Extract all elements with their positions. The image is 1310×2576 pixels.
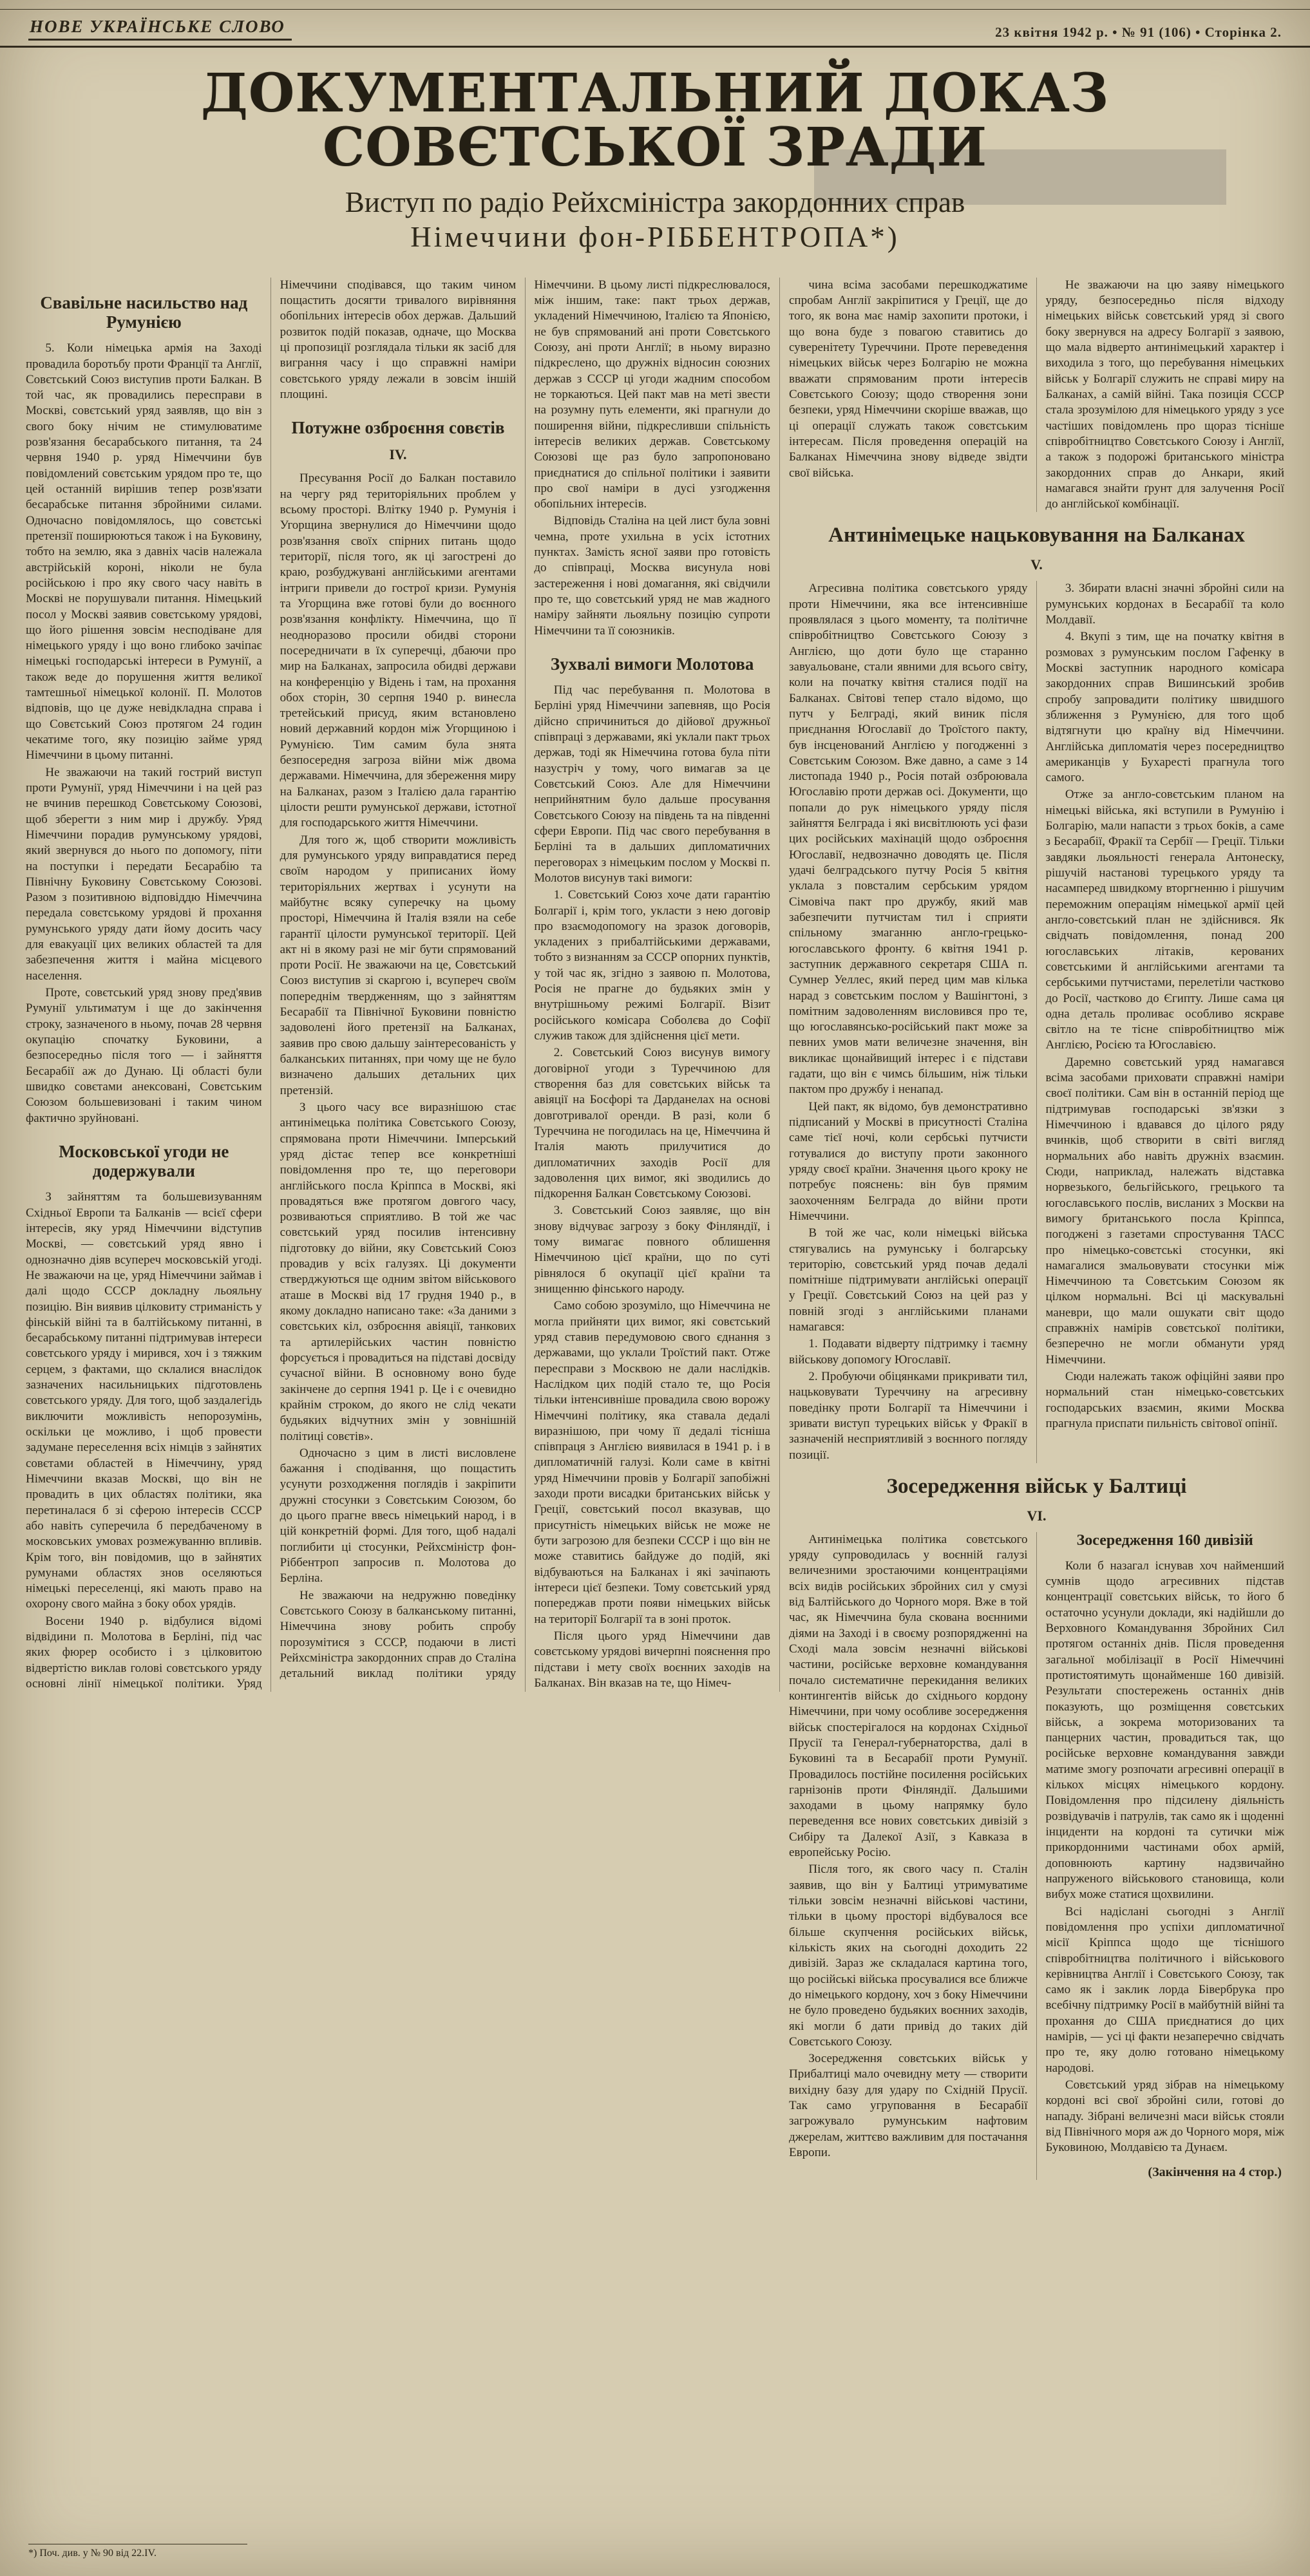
section-heading-soviet-armament: Потужне озброєння совєтів xyxy=(291,418,505,438)
paragraph: З зайняттям та большевизуванням Східньої Европи та Балканів — всієї сфери інтересів, яку уряд Німеччини відступив Москві, — совєтський уряд явно і однозначно діяв всупереч московській угоді. Не зважаючи на це, уряд Німеччини займав і далі щодо СССР докладну льояльну позицію. Він виявив цілковиту стриманість у фінській війні та в балтійському питанні, в бесарабському питанні підтримував інтереси совєтського уряду і мирився, хоч і з тяжким серцем, з фактами, що склалися внаслідок зазначених насильницьких підготовлень совєтського уряду. Для того, щоб заздалегідь виключити можливість непорозумінь, оскільки це можливо, і щоб провести задумане переселення всіх німців з зайнятих совєтами областей в Німеччину, уряд Німеччини вказав Москві, що він не провадить в цих областях політики, яка перетиналася б зі сферою інтересів СССР або навіть суперечила б передбаченому в московських умовах розмежуванню впливів. Крім того, він повідомив, що в зайнятих румунами областях знов оселяються німецькі переселенці, які мають право на охорону свого майна з боку обох урядів. xyxy=(26,1190,262,1611)
paragraph: Під час перебування п. Молотова в Берліні уряд Німеччини запевняв, що Росія дійсно спричиниться до дійової дружньої співпраці з державами, які уклали пакт трьох держав, тоді як Німеччина готова була піти назустріч у тому, чого вимагав за це Совєтський Союз. Але для Німеччини неприйнятним було дальше просування Совєтського Союзу на південь та на південні сфери Европи. Під час свого перебування в Берліні та в дальших дипломатичних переговорах з німецьким послом у Москві п. Молотов висунув такі вимоги: xyxy=(534,683,770,885)
numbered-item: 3. Збирати власні значні збройні сили на румунських кордонах в Бесарабії та коло Молдавії. xyxy=(1045,582,1284,627)
section-heading-160-divisions: Зосередження 160 дивізій xyxy=(1076,1531,1253,1549)
numbered-item: 2. Совєтський Союз висунув вимогу договірної угоди з Туреччиною для створення баз для совєтських військ та авіяції на Босфорі та Дарданелах на основі довготривалої оренди. В разі, коли б Туреччина не погодилась на це, Німеччина й Італія мають прилучитися до дипломатичних заходів Росії для задоволення цих вимог, які зводились до підкорення Балкан Совєтському Союзові. xyxy=(534,1046,770,1201)
paragraph: Антинімецька політика совєтського уряду супроводилась у воєнній галузі величезними зростаючими концентраціями всіх видів російських збройних сил у смузі від Балтійського до Чорного моря. Вже в той час, як Німеччина була скована воєнними діями на Заході і в своєму розпорядженні на Сході мала зовсім незначні військові частини, російське верховне командування почало систематичне перекидання великих контингентів військ до східнього кордону Німеччини, при чому особливе зосередження військ спостерігалося на кордонах Східньої Прусії та Генерал-губернаторства, далі в Буковині та в Бесарабії проти Румунії. Провадилось постійне посилення російських гарнізонів проти Фінляндії. Дальшими заходами в цьому напрямку було переведення все нових совєтських дивізій з Сибіру та Далекої Азії, з Кавказа в европейську Росію. xyxy=(789,1532,1028,1860)
section-heading-molotov-demands: Зухвалі вимоги Молотова xyxy=(550,654,754,674)
section-numeral-v: V. xyxy=(1030,556,1043,573)
paragraph: Отже за англо-совєтським планом на німецькі війська, які вступили в Румунію і Болгарію, мали напасти з трьох боків, а саме з Бесарабії, Фракії та Сербії — Греції. Тільки завдяки льояльності генерала Антонеску, рішучій настанові турецького уряду та насамперед швидкому вторгненню і рішучим переможним операціям німецької армії цей англо-совєтський план не здійснився. Як свідчать повідомлення, понад 200 югославських літаків, керованих совєтськими й англійськими агентами та сербськими путчистами, перелетіли частково до Росії, частково до Єгипту. Лише сама ця одна деталь проливає особливо яскраве світло на те тісне співробітництво між Англією, Росією та Югославією. xyxy=(1045,788,1284,1052)
paragraph: Агресивна політика совєтського уряду проти Німеччини, яка все інтенсивніше проявлялася з цього моменту, та політичне співробітництво Совєтського Союзу з Англією, що доти було ще старанно завуальоване, стали явними для всього світу, коли на початку квітня сталися події на Балканах. Світові тепер стало відомо, що путч у Белграді, який виник після приєднання Югославії до Троїстого пакту, був інсценований Англією у погодженні з Совєтським Союзом. Вже давно, а саме з 14 листопада 1940 р., Росія потай озброювала Югославію проти держав осі. Документи, що попали до рук німецького уряду після зайняття Белграда і які висвітлюють усі фази цих російських махінацій щодо озброєння Югославії, недвозначно доводять це. Після удачі белградського путчу Росія 5 квітня уклала з повсталим сербським урядом Сімовіча пакт про дружбу, який мав забезпечити путчистам тил і сприяти спільному змаганню англо-грецько-югославського фронту. 6 квітня 1941 р. заступник державного секретаря США п. Сумнер Уеллес, який перед цим мав кілька нарад з совєтським послом у Вашінгтоні, з помітним задоволенням висловився про те, що югославянсько-російський пакт може за певних умов мати величезне значення, він викликає щонайвищий інтерес і є підстави гадати, що він є чимсь більшим, ніж тільки пактом про дружбу і ненапад. xyxy=(789,582,1028,1097)
paragraph: Не зважаючи на такий гострий виступ проти Румунії, уряд Німеччини і на цей раз не вчинив перешкод Совєтському Союзові, щоб зберегти з ним мир і дружбу. Уряд Німеччини порадив румунському урядові, який звернувся до нього по допомогу, піти на поступки і передати Бесарабію та Північну Буковину Совєтському Союзові. Разом з позитивною відповіддю Німеччина передала совєтському урядові й прохання румунського уряду дати йому досить часу для евакуації цих великих областей та для забезпечення життя і майна місцевого населення. xyxy=(26,765,262,983)
continuation-note: (Закінчення на 4 стор.) xyxy=(1148,2164,1282,2179)
headline-block xyxy=(0,48,1310,261)
paragraph: Совєтський уряд зібрав на німецькому кордоні всі свої збройні сили, готові до нападу. Зібрані величезні маси військ стояли від Північного моря аж до Чорного моря, між Буковиною, Молдавією та Дунаєм. xyxy=(1045,2078,1284,2155)
paragraph: Після того, як свого часу п. Сталін заявив, що він у Балтиці утримуватиме тільки зовсім незначні військові частини, тільки в цьому просторі відбувалося все більше скупчення російських військ, кількість яких на сьогодні доходить 22 дивізій. Зараз же складалася картина того, що російські війська просувалися все ближче до німецького кордону, хоч з боку Німеччини не було проведено будьяких воєнних заходів, які могли б дати привід до таких дій Совєтського Союзу. xyxy=(789,1862,1028,2049)
paragraph: Не зважаючи на цю заяву німецького уряду, безпосередньо після відходу німецьких військ совєтський уряд зі свого боку звернувся на адресу Болгарії з заявою, що мала відверто антинімецький характер і виходила з того, що перебування німецьких військ у Болгарії служить не справі миру на Балканах, а самій війні. Така позиція СССР стала зрозумілою для німецького уряду з усе частіших повідомлень про щораз тісніше співробітництво Совєтського Союзу і Англії, а також з подорожі британського міністра закордонних справ до Анкари, який намагався знайти ґрунт для залучення Росії до англійської комбінації. xyxy=(1045,278,1284,511)
masthead xyxy=(0,0,1310,48)
columns-left xyxy=(26,278,780,1692)
paragraph: Для того ж, щоб створити можливість для румунського уряду виправдатися перед своїм народом у приписаних йому територіяльних жертвах і усунути на майбутнє всяку суперечку на цьому просторі, Німеччина й Італія взяли на себе гарантії цілости румунської території. Цей акт ні в якому разі не міг бути спрямований проти Росії. Не зважаючи на це, Совєтський Союз виступив зі скаргою і, всупереч своїм попереднім твердженням, що з зайняттям Бесарабії та Північної Буковини повністю задоволені його претензії на Балканах, заявив про свою дальшу заінтересованість у балканських питаннях, при чому ще не було визначено дальших детальних цих претензій. xyxy=(280,833,517,1097)
section-numeral-iv: IV. xyxy=(389,446,407,463)
paragraph: Коли б назагал існував хоч найменший сумнів щодо агресивних підстав концентрації совєтських військ, то його б остаточно усунули доклади, які надійшли до Верховного Командування Збройних Сил протягом останніх днів. Після проведення загальної мобілізації в Росії Німеччині протистоятимуть щонайменше 160 дивізій. Результати спостережень останніх днів показують, що розміщення совєтських військ, а зокрема моторизованих та панцерних частин, провадиться так, що російське верховне командування завжди матиме змогу розпочати агресивні операції в кількох місцях німецького кордону. Повідомлення про підсилену діяльність розвідувачів і патрулів, так само як і щоденні інциденти на кордоні та сутички між прикордонними частинами обох армій, доповнюють картину надзвичайно напруженого військового становища, коли вибух може статися щохвилини. xyxy=(1045,1558,1284,1902)
section-numeral-vi: VI. xyxy=(1027,1507,1047,1524)
paragraph: Даремно совєтський уряд намагався всіма засобами приховати справжні наміри своєї політики. Сам він в останній період ще підтримував господарські зв'язки з Німеччиною і вдавався до цілого ряду вчинків, щоб створити в світі вигляд нормальних або навіть дружніх взаємин. Сюди, наприклад, належать відставка норвезького, бельгійського, грецького та югославського послів, висланих з Москви на вимогу британського посла Кріппса, погоджені з газетами спростування ТАСС про німецько-совєтські стосунки, які намагалися змальовувати стосунки між Німеччиною та Совєтським Союзом як цілком нормальні. Всі ці маскувальні маневри, що мали ошукати світ щодо справжніх намірів совєтської політики, безперечно не могли обманути уряд Німеччини. xyxy=(1045,1055,1284,1367)
paragraph: Після цього уряд Німеччини дав совєтському урядові вичерпні пояснення про підстави і мету своїх воєнних заходів на Балканах. Він вказав на те, що Німеч- xyxy=(534,1629,770,1690)
section-heading-baltic-concentration: Зосередження військ у Балтиці xyxy=(886,1474,1187,1498)
footnote: *) Поч. див. у № 90 від 22.IV. xyxy=(28,2544,247,2559)
paragraph: Всі надіслані сьогодні з Англії повідомлення про успіхи дипломатичної місії Кріппса щодо ще тіснішого співробітництва політичного і військового керівництва Англії і Совєтського Союзу, так само як і заклик лорда Бівербрука про всебічну підтримку Росії в майбутній війні та прохання до США приєднатися до цих намірів, — усі ці факти незаперечно свідчать про те, яку долю готовано німецькому народові. xyxy=(1045,1904,1284,2075)
paragraph: Відповідь Сталіна на цей лист була зовні чемна, проте ухильна в усіх істотних пунктах. Замість ясної заяви про готовість до співпраці, Москва висунула нові застереження і нові домагання, які свідчили про те, що совєтський уряд не мав жадного наміру зайняти льояльну позицію супроти Німеччини та її союзників. xyxy=(534,514,770,638)
paragraph: Восени 1940 р. відбулися відомі відвідини п. Молотова в Берліні, під час яких фюрер особисто і з цілковитою відвертістю виклав голові совєтського уряду основні лінії німецької політики. Уряд Німеччини сподівався, що таким чином пощастить досягти тривалого вирівняння обопільних інтересів обох держав. Дальший розвиток подій показав, одначе, що Москва ці пропозиції розглядала тільки як засіб для виграння часу і що справжні наміри совєтського уряду лежали в зовсім іншій площині. xyxy=(26,278,517,1690)
issue-info: 23 квітня 1942 р. • № 91 (106) • Сторінка 2. xyxy=(995,24,1282,40)
paragraph: чина всіма засобами перешкоджатиме спробам Англії закріпитися у Греції, ще до того, як вона має намір захопити протоки, і що вона буде з повагою ставитись до суверенітету Туреччини. Проте переведення німецьких військ через Болгарію не можна вважати спрямованим проти інтересів Совєтського Союзу; щодо створення зони безпеки, уряд Німеччини скоріше вважав, що ці операції служать також совєтським інтересам. Після проведення операцій на Балканах Німеччина знову відведе звідти свої війська. xyxy=(789,278,1028,480)
paragraph: З цього часу все виразнішою стає антинімецька політика Совєтського Союзу, спрямована проти Німеччини. Імперський уряд дістає тепер все конкретніші повідомлення про те, що переговори англійського посла Кріппса в Москві, які провадяться вже протягом довгого часу, розвиваються сприятливо. В той же час совєтський уряд посилив інтенсивну підготовку до війни, яку Совєтський Союз провадив у всіх галузях. Ці документи стверджуються ще одним звітом військового аташе в Москві від 17 грудня 1940 р., в якому докладно написано таке: «За даними з совєтських кіл, озброєння авіяції, танкових та артилерійських частин повністю форсується і провадиться на підставі досвіду сучасної війни. В основному воно буде закінчене до серпня 1941 р. Це і є очевидно крайнім строком, до якого не слід чекати будьяких відчутних змін у зовнішній політиці совєтів». xyxy=(280,1100,517,1443)
section-heading-moscow-agreement: Московської угоди не додержували xyxy=(59,1141,229,1181)
numbered-item: 2. Пробуючи обіцянками прикривати тил, нацьковувати Туреччину на агресивну поведінку проти Болгарії та Німеччини і зривати виступ турецьких військ у Фракії в зазначеній несприятливій з воєнного погляду позиції. xyxy=(789,1370,1028,1462)
paragraph: Пресування Росії до Балкан поставило на чергу ряд територіяльних проблем у всьому просторі. Влітку 1940 р. Румунія і Угорщина звернулися до Німеччини щодо розв'язання своїх спірних питань щодо території, після того, як ці загострені до краю, розбуджувані англійськими агентами інтриги привели до гострої кризи. Румунія та Угорщина вже готові були до воєнного розв'язання конфлікту. Німеччина, що її неодноразово просили обидві сторони посередничати в їх суперечці, дбаючи про мир на Балканах, запросила обидві держави на конференцію у Відень і там, на прохання обох сторін, 30 серпня 1940 р. винесла третейський присуд, яким встановлено новий державний кордон між Угорщиною і Румунією. Тим самим була знята безпосередня загроза війни між двома державами. Німеччина, для збереження миру на Балканах, разом з Італією дала гарантію цілости решти румунської держави, істотної для господарського життя Німеччини. xyxy=(280,471,517,830)
paragraph: В той же час, коли німецькі війська стягувались на румунську і болгарську територію, совєтський уряд почав дедалі помітніше підтримувати англійські операції у Греції. Совєтський Союз на цей раз у повній згоді з англійськими планами намагався: xyxy=(789,1226,1028,1334)
numbered-item: 1. Подавати відверту підтримку і таємну військову допомогу Югославії. xyxy=(789,1337,1028,1367)
numbered-item: 3. Совєтський Союз заявляє, що він знову відчуває загрозу з боку Фінляндії, і тому вимагає повного облишення Німеччиною цієї країни, що по суті рівнялося б окупації цієї країни та знищенню фінського народу. xyxy=(534,1204,770,1296)
subtitle-line-1: Виступ по радіо Рейхсміністра закордонних справ xyxy=(345,186,965,219)
paragraph: Проте, совєтський уряд знову пред'явив Румунії ультиматум і ще до закінчення строку, зазначеного в ньому, почав 28 червня окупацію спочатку Буковини, а безпосередньо після того — і зайняття Бесарабії аж до Дунаю. Ці області були швидко совєтами анексовані, Совєтським Союзом большевизовані і таким чином фактично зруйновані. xyxy=(26,986,262,1125)
paragraph: Зосередження совєтських військ у Прибалтиці мало очевидну мету — створити вихідну базу для удару по Східній Прусії. Так само угруповання в Бесарабії загрожувало румунським нафтовим джерелам, життєво важливим для постачання Европи. xyxy=(789,2052,1028,2160)
paragraph: Сюди належать також офіційні заяви про нормальний стан німецько-совєтських господарських взаємин, якими Москва прагнула приспати пильність світової опінії. xyxy=(1045,1370,1284,1430)
section-heading-balkans-incitement: Антинімецьке нацьковування на Балканах xyxy=(828,524,1245,547)
paragraph: 5. Коли німецька армія на Заході провадила боротьбу проти Франції та Англії, Совєтський Союз виступив проти Балкан. В той час, як провадились пересправи в Москві, совєтський уряд заявляв, що він з свого боку нічим не стимулюватиме розв'язання бесарабського питання, та 24 червня 1940 р. уряд Німеччини був повідомлений совєтським урядом про те, що цей останній вирішив тепер розв'язати бесарабське питання збройними силами. Одночасно повідомлялось, що совєтські претензії поширюються також і на Буковину, тобто на землю, яка з давніх часів належала австрійській короні, ніколи не була російською і про яку свого часу навіть в Москві не порушували питання. Німецький посол у Москві заявив совєтському урядові, що його рішення зовсім несподіване для німецького уряду і що воно глибоко зачіпає німецькі господарські інтереси в Румунії, а також веде до порушення життя великої тамтешньої німецької колонії. П. Молотов відповів, що це дуже невідкладна справа і що Совєтський Союз протягом 24 годин чекатиме того, яку позицію займе уряд Німеччини в цьому питанні. xyxy=(26,341,262,762)
subtitle-line-2: Німеччини фон-РІББЕНТРОПА*) xyxy=(410,221,900,253)
main-headline: ДОКУМЕНТАЛЬНИЙ ДОКАЗ СОВЄТСЬКОЇ ЗРАДИ xyxy=(200,62,1110,178)
numbered-item: 1. Совєтський Союз хоче дати гарантію Болгарії і, крім того, укласти з нею договір про взаємодопомогу на зразок договорів, укладених з прибалтійськими державами, тобто з визнанням за СССР опорних пунктів, у той час як, згідно з заявою п. Молотова, Росія не прагне до будьяких змін у внутрішньому режимі Болгарії. Візит російського комісара Соболєва до Софії служив також для здійснення цієї мети. xyxy=(534,888,770,1043)
section-heading-romania: Свавільне насильство над Румунією xyxy=(40,292,248,332)
newspaper-logo: НОВЕ УКРАЇНСЬКЕ СЛОВО xyxy=(28,17,292,41)
numbered-item: 4. Вкупі з тим, ще на початку квітня в розмовах з румунським послом Гафенку в Москві заступник народного комісара закордонних справ Вишинський зробив спробу запровадити політику швидшого зближення з Румунією, для того щоб відтягнути цю країну від Німеччини. Англійська дипломатія через посередництво американців у Бухаресті прагнула того самого. xyxy=(1045,630,1284,785)
paragraph: Само собою зрозуміло, що Німеччина не могла прийняти цих вимог, які совєтський уряд ставив передумовою свого єднання з державами, що уклали Троїстий пакт. Отже пересправи з Москвою не дали наслідків. Наслідком цих подій стало те, що Росія тільки інтенсивніше провадила свою ворожу Німеччині політику, яка ставала дедалі виразнішою, при чому її дедалі тісніша співпраця з Англією виявилася в 1941 р. і в дипломатичній галузі. Коли саме в квітні уряд Німеччини провів у Болгарії запобіжні заходи проти висадки британських військ у Греції, совєтський посол вказував, що присутність німецьких військ не може не бути загрозою для безпеки СССР і що він не може ставитись байдуже до подій, які відбуваються на Балканах і які зачіпають інтереси цієї безпеки. Тому совєтський уряд попереджав проти появи німецьких військ на території Болгарії та в зоні проток. xyxy=(534,1299,770,1626)
paragraph: Не зважаючи на недружню поведінку Совєтського Союзу в балканському питанні, Німеччина знову робить спробу порозумітися з СССР, подаючи в листі Рейхсміністра закордонних справ до Сталіна детальний виклад політики уряду Німеччини. В цьому листі підкреслювалося, між іншим, таке: пакт трьох держав, укладений Німеччиною, Італією та Японією, не був спрямований ані проти Совєтського Союзу, ані проти Англії; в ньому виразно підкреслено, що дружніх відносин союзних держав з СССР ці угоди жадним способом не торкаються. Цей пакт мав на меті звести на розумну путь елементи, які прагнули до поширення війни, підкресливши спільність інтересів великих держав. Совєтському Союзові ще раз було запропоновано приєднатися до спільної політики і заявити про свої наміри в дусі узгодження обопільних інтересів. xyxy=(280,278,770,1681)
columns-right xyxy=(780,278,1284,2180)
paragraph: Цей пакт, як відомо, був демонстративно підписаний у Москві в присутності Сталіна саме тієї ночі, коли сербські путчисти готувалися до виступу проти законного уряду своєї країни. Значення цього кроку не потребує пояснень: він був прямим заохоченням Белграда до війни проти Німеччини. xyxy=(789,1099,1028,1223)
paragraph: Одночасно з цим в листі висловлене бажання і сподівання, що пощастить усунути розходження поглядів і закріпити дружні стосунки з Совєтським Союзом, бо до цього прагне ввесь німецький народ, і в цій конкретній формі. Для того, щоб надалі поглибити ці стосунки, Рейхсміністр фон-Ріббентроп запросив п. Молотова до Берліна. xyxy=(280,1446,517,1586)
article-body xyxy=(0,261,1310,2180)
